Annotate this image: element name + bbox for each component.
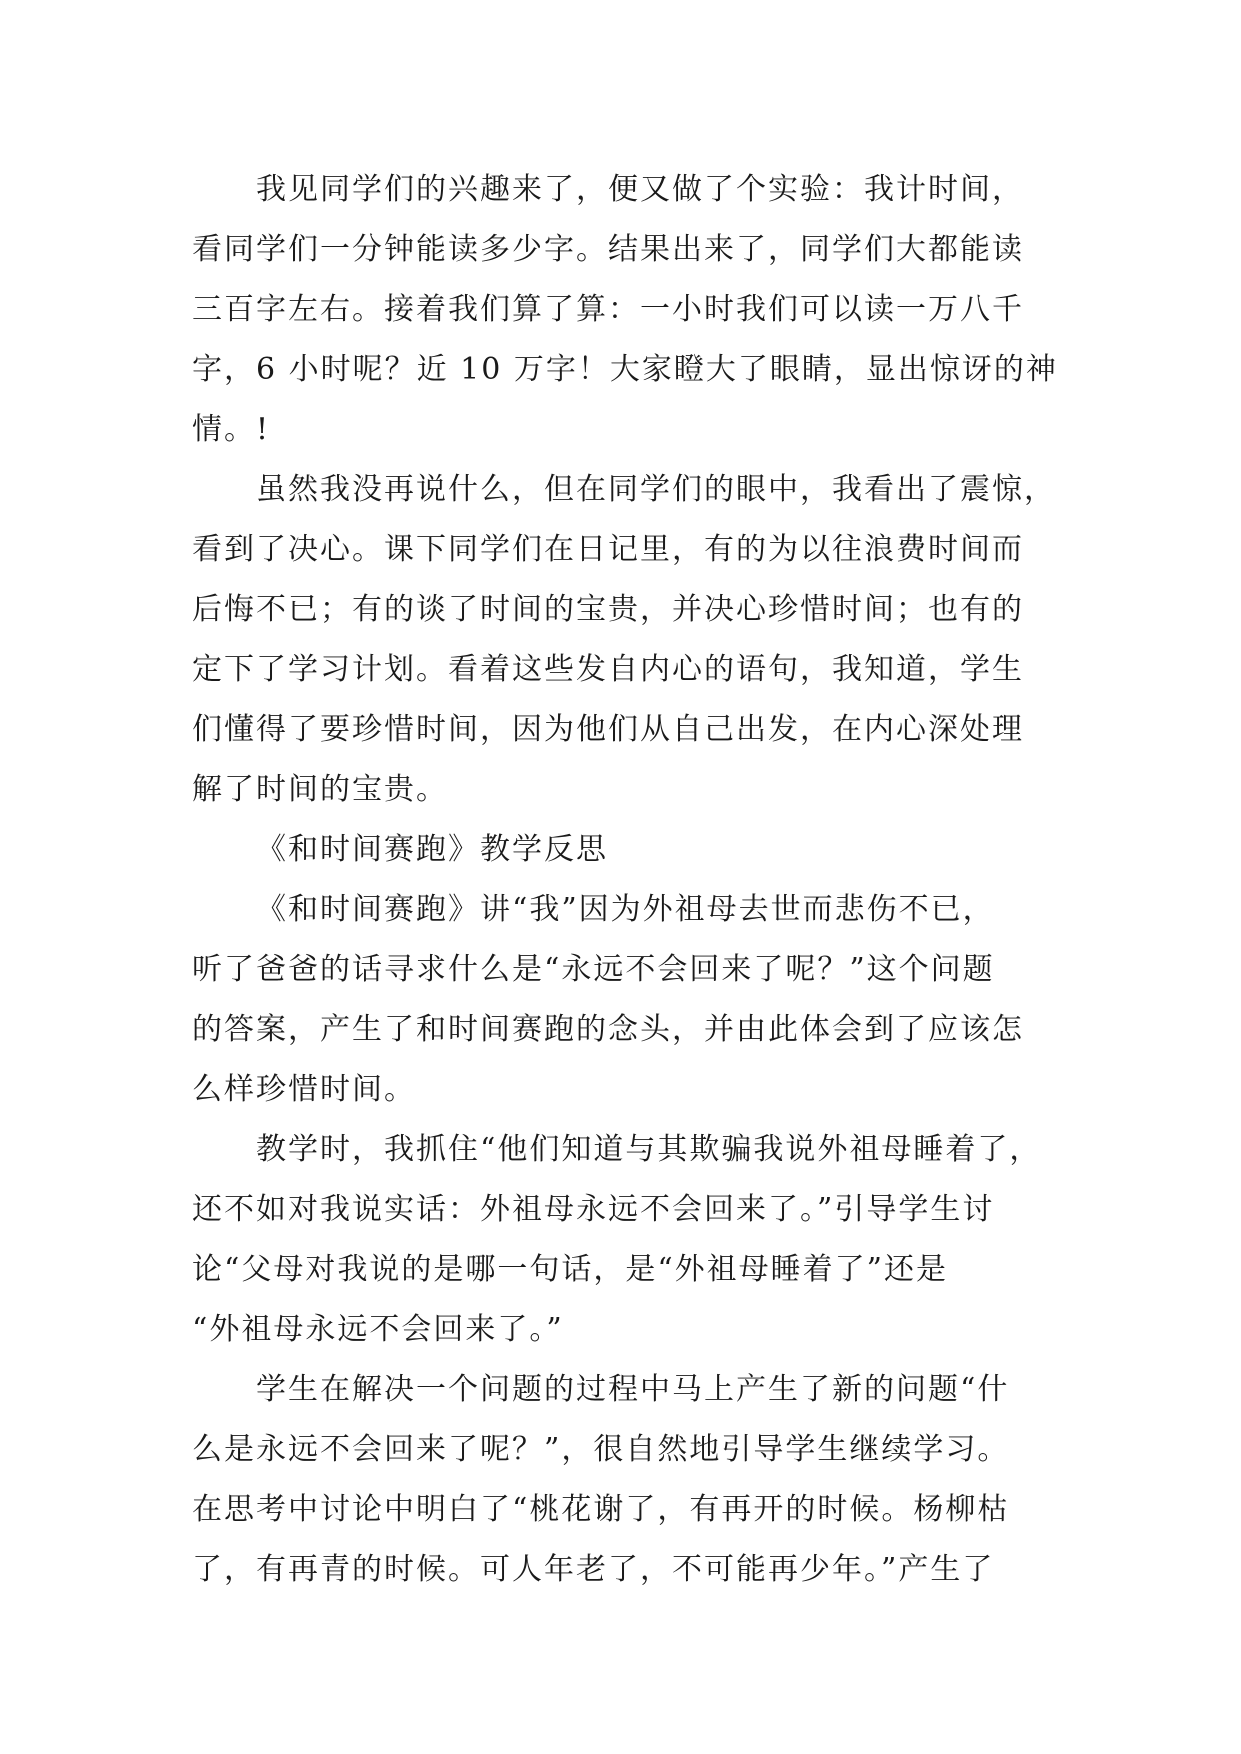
text-line: 还不如对我说实话：外祖母永远不会回来了。”引导学生讨 — [192, 1192, 995, 1227]
text-line: “外祖母永远不会回来了。” — [192, 1312, 564, 1347]
text-line: 看同学们一分钟能读多少字。结果出来了，同学们大都能读 — [192, 232, 1024, 267]
text-line: 么是永远不会回来了呢？”，很自然地引导学生继续学习。 — [192, 1432, 1010, 1467]
text-line: 的答案，产生了和时间赛跑的念头，并由此体会到了应该怎 — [192, 1012, 1024, 1047]
text-line: 看到了决心。课下同学们在日记里，有的为以往浪费时间而 — [192, 532, 1024, 567]
paragraph-reflection — [192, 460, 1056, 820]
text-line: 了，有再青的时候。可人年老了，不可能再少年。”产生了 — [192, 1552, 995, 1587]
text-line: 字，6 小时呢？近 10 万字！大家瞪大了眼睛，显出惊讶的神 — [192, 352, 1058, 387]
text-line: 论“父母对我说的是哪一句话，是“外祖母睡着了”还是 — [192, 1252, 949, 1287]
section-heading: 《和时间赛跑》教学反思 — [256, 832, 608, 867]
text-line: 虽然我没再说什么，但在同学们的眼中，我看出了震惊， — [256, 472, 1056, 507]
text-line: 么样珍惜时间。 — [192, 1072, 416, 1107]
text-line: 后悔不已；有的谈了时间的宝贵，并决心珍惜时间；也有的 — [192, 592, 1024, 627]
text-line: 教学时，我抓住“他们知道与其欺骗我说外祖母睡着了， — [256, 1132, 1042, 1167]
text-line: 解了时间的宝贵。 — [192, 772, 448, 807]
paragraph-experiment — [192, 160, 1058, 460]
text-line: 《和时间赛跑》讲“我”因为外祖母去世而悲伤不已， — [256, 892, 995, 927]
text-line: 三百字左右。接着我们算了算：一小时我们可以读一万八千 — [192, 292, 1024, 327]
paragraph-teaching — [192, 1120, 1050, 1360]
text-line: 情。! — [192, 412, 271, 447]
text-line: 听了爸爸的话寻求什么是“永远不会回来了呢？”这个问题 — [192, 952, 995, 987]
paragraph-discussion — [192, 1360, 1050, 1600]
document-body — [192, 160, 1058, 1600]
text-line: 在思考中讨论中明白了“桃花谢了，有再开的时候。杨柳枯 — [192, 1492, 1010, 1527]
text-line: 们懂得了要珍惜时间，因为他们从自己出发，在内心深处理 — [192, 712, 1024, 747]
text-line: 定下了学习计划。看着这些发自内心的语句，我知道，学生 — [192, 652, 1024, 687]
text-line: 我见同学们的兴趣来了，便又做了个实验：我计时间， — [256, 172, 1024, 207]
paragraph-summary — [192, 880, 1050, 1120]
text-line: 学生在解决一个问题的过程中马上产生了新的问题“什 — [256, 1372, 1010, 1407]
